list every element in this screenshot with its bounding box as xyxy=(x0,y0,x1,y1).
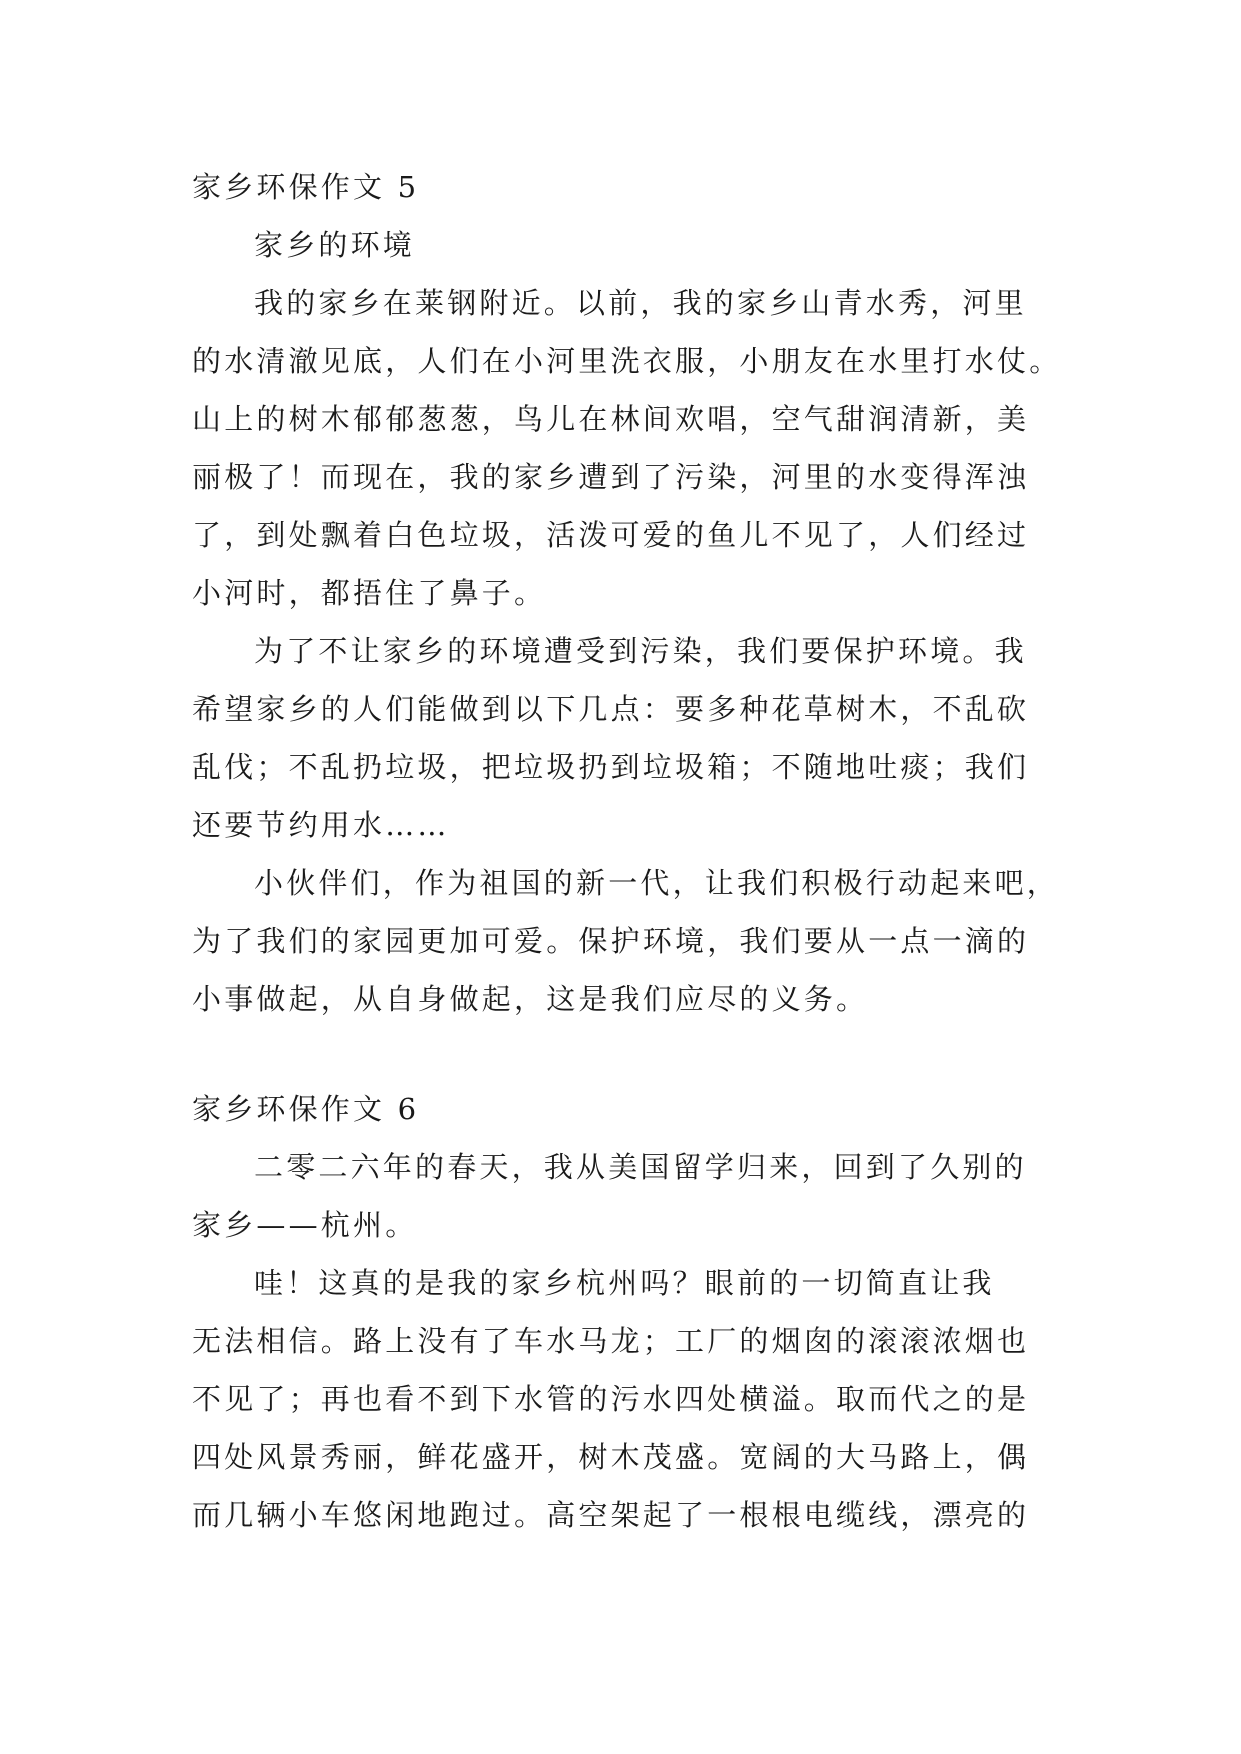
paragraph-line xyxy=(192,1544,1052,1602)
section-heading: 家乡环保作文 6 xyxy=(192,1092,420,1126)
paragraph-line: 了，到处飘着白色垃圾，活泼可爱的鱼儿不见了，人们经过 xyxy=(192,518,1030,552)
paragraph-line: 家乡——杭州。 xyxy=(192,1208,418,1242)
paragraph-line: 二零二六年的春天，我从美国留学归来，回到了久别的 xyxy=(254,1150,1027,1184)
paragraph-line: 丽极了！而现在，我的家乡遭到了污染，河里的水变得浑浊 xyxy=(192,460,1030,494)
paragraph-line: 小事做起，从自身做起，这是我们应尽的义务。 xyxy=(192,982,869,1016)
paragraph-2 xyxy=(192,622,1052,854)
paragraph-line: 还要节约用水…… xyxy=(192,808,450,842)
section-heading: 家乡环保作文 5 xyxy=(192,170,420,204)
paragraph-line: 哇！这真的是我的家乡杭州吗？眼前的一切简直让我 xyxy=(254,1266,995,1300)
paragraph-line: 小河时，都捂住了鼻子。 xyxy=(192,576,547,610)
paragraph-line: 小伙伴们，作为祖国的新一代，让我们积极行动起来吧， xyxy=(254,866,1060,900)
paragraph-line: 不见了；再也看不到下水管的污水四处横溢。取而代之的是 xyxy=(192,1382,1030,1416)
paragraph-1 xyxy=(192,1138,1052,1254)
paragraph-line: 山上的树木郁郁葱葱，鸟儿在林间欢唱，空气甜润清新，美 xyxy=(192,402,1030,436)
section-divider-space xyxy=(192,1028,1052,1080)
paragraph-line: 无法相信。路上没有了车水马龙；工厂的烟囱的滚滚浓烟也 xyxy=(192,1324,1030,1358)
essay-section-5 xyxy=(192,158,1062,1028)
essay-section-6 xyxy=(192,1080,1052,1602)
paragraph-line: 希望家乡的人们能做到以下几点：要多种花草树木，不乱砍 xyxy=(192,692,1030,726)
document-body xyxy=(192,158,1062,1602)
paragraph-line: 我的家乡在莱钢附近。以前，我的家乡山青水秀，河里 xyxy=(254,286,1027,320)
paragraph-line: 四处风景秀丽，鲜花盛开，树木茂盛。宽阔的大马路上，偶 xyxy=(192,1440,1030,1474)
paragraph-2 xyxy=(192,1254,1052,1602)
paragraph-line: 为了我们的家园更加可爱。保护环境，我们要从一点一滴的 xyxy=(192,924,1030,958)
paragraph-1 xyxy=(192,274,1062,622)
paragraph-3 xyxy=(192,854,1060,1028)
essay-subtitle: 家乡的环境 xyxy=(254,228,416,262)
paragraph-line: 为了不让家乡的环境遭受到污染，我们要保护环境。我 xyxy=(254,634,1027,668)
paragraph-line: 的水清澈见底，人们在小河里洗衣服，小朋友在水里打水仗。 xyxy=(192,344,1062,378)
paragraph-line: 乱伐；不乱扔垃圾，把垃圾扔到垃圾箱；不随地吐痰；我们 xyxy=(192,750,1030,784)
paragraph-line: 而几辆小车悠闲地跑过。高空架起了一根根电缆线，漂亮的 xyxy=(192,1498,1030,1532)
